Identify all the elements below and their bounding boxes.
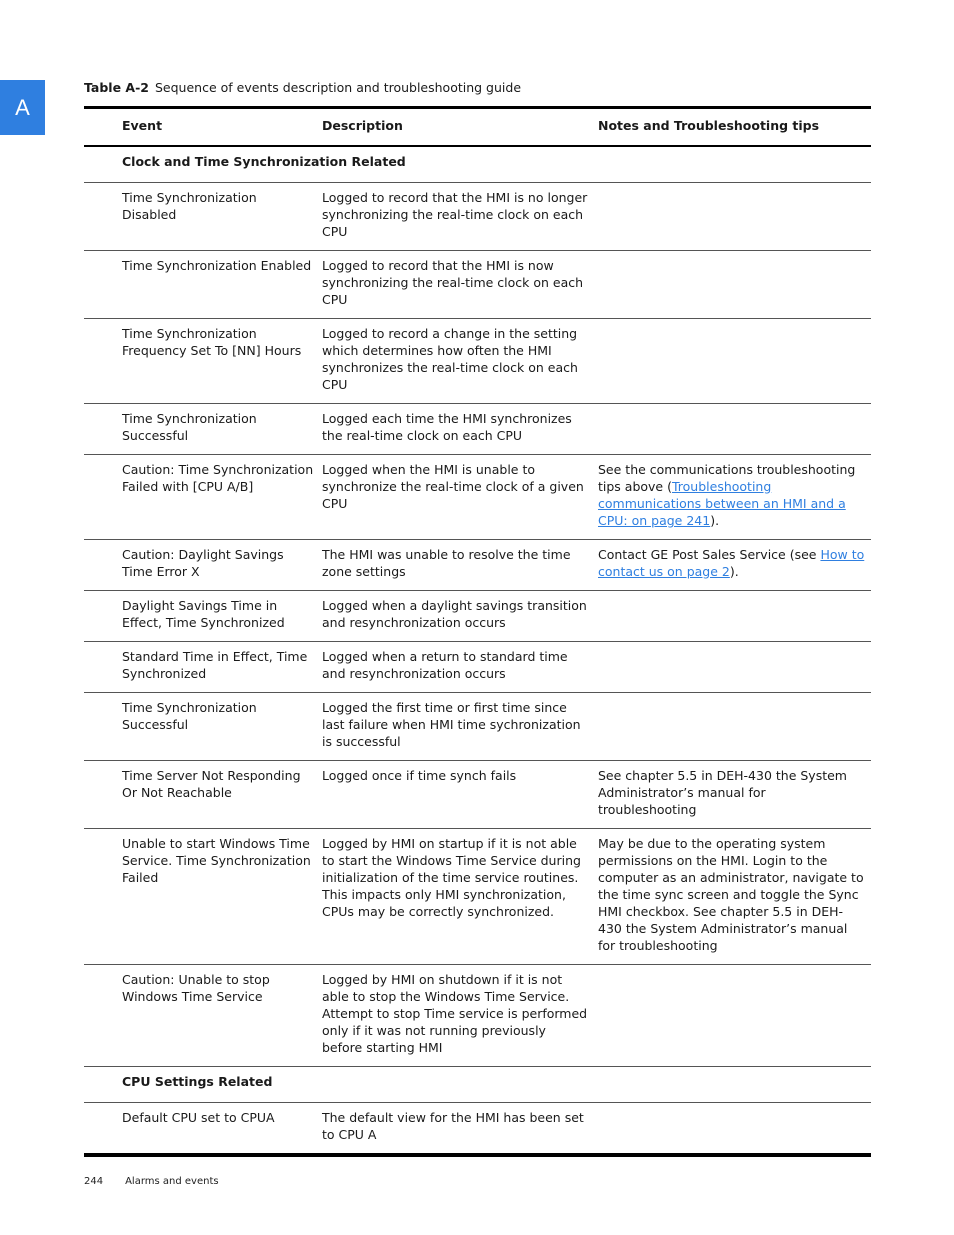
section-header-row [84,146,871,183]
notes-cell [598,251,871,319]
page-footer [84,1175,219,1188]
notes-cell [598,965,871,1067]
table-row [84,829,871,965]
event-cell: Caution: Unable to stop Windows Time Service [122,965,322,1067]
description-cell: Logged when a return to standard time and resynchronization occurs [322,642,598,693]
description-cell: Logged once if time synch fails [322,761,598,829]
section-header-row [84,1067,871,1103]
description-cell: Logged the first time or first time since last failure when HMI time sychronization is successful [322,693,598,761]
notes-cell [598,761,871,829]
troubleshooting-table [84,106,871,1157]
notes-cell [598,540,871,591]
event-cell: Time Synchronization Successful [122,693,322,761]
table-caption [84,80,521,96]
description-cell: Logged when a daylight savings transition and resynchronization occurs [322,591,598,642]
notes-text-end: ). [710,513,720,528]
table-row [84,1103,871,1156]
cross-reference-link[interactable]: Troubleshooting communications between an HMI and a CPU: on page 241 [598,479,846,528]
description-cell: Logged each time the HMI synchronizes the real-time clock on each CPU [322,404,598,455]
event-cell: Daylight Savings Time in Effect, Time Synchronized [122,591,322,642]
notes-cell [598,455,871,540]
event-cell: Time Synchronization Successful [122,404,322,455]
event-cell: Caution: Daylight Savings Time Error X [122,540,322,591]
notes-text-end: ). [729,564,739,579]
description-cell: Logged when the HMI is unable to synchronize the real-time clock of a given CPU [322,455,598,540]
header-event: Event [122,108,322,147]
table-row [84,455,871,540]
description-cell: Logged to record that the HMI is no longer synchronizing the real-time clock on each CPU [322,183,598,251]
notes-text: Contact GE Post Sales Service (see [598,547,821,562]
event-cell: Time Server Not Responding Or Not Reachable [122,761,322,829]
table-row [84,183,871,251]
notes-text: May be due to the operating system permissions on the HMI. Login to the computer as an administrator, navigate to the time sync screen and toggle the Sync HMI checkbox. See chapter 5.5 in DEH-430 the System Administrator’s manual for troubleshooting [598,836,864,953]
table-header-row [84,108,871,147]
notes-text: See the communications troubleshooting tips above ( [598,462,856,494]
event-cell: Time Synchronization Frequency Set To [NN] Hours [122,319,322,404]
notes-cell [598,693,871,761]
table-row [84,761,871,829]
notes-cell [598,319,871,404]
notes-cell [598,591,871,642]
appendix-tab [0,80,45,135]
event-cell: Caution: Time Synchronization Failed with [CPU A/B] [122,455,322,540]
description-cell: The HMI was unable to resolve the time zone settings [322,540,598,591]
event-cell: Time Synchronization Enabled [122,251,322,319]
description-cell: Logged by HMI on shutdown if it is not able to stop the Windows Time Service. Attempt to stop Time service is performed only if it was not running previously before starting HMI [322,965,598,1067]
table-row [84,693,871,761]
notes-cell [598,829,871,965]
header-notes: Notes and Troubleshooting tips [598,108,871,147]
notes-cell [598,642,871,693]
table-row [84,965,871,1067]
table-caption-text: Sequence of events description and troubleshooting guide [154,80,522,95]
table-row [84,642,871,693]
table-body [84,146,871,1155]
footer-section-title: Alarms and events [125,1176,219,1187]
description-cell: The default view for the HMI has been set to CPU A [322,1103,598,1156]
event-cell: Unable to start Windows Time Service. Time Synchronization Failed [122,829,322,965]
header-description: Description [322,108,598,147]
table-row [84,319,871,404]
notes-cell [598,1103,871,1156]
table-row [84,404,871,455]
description-cell: Logged to record a change in the setting which determines how often the HMI synchronizes the real-time clock on each CPU [322,319,598,404]
description-cell: Logged by HMI on startup if it is not able to start the Windows Time Service during initialization of the time service routines. This impacts only HMI synchronization, CPUs may be correctly synchronized. [322,829,598,965]
table-row [84,251,871,319]
table-row [84,591,871,642]
table-row [84,540,871,591]
table-caption-label: Table A-2 [84,80,149,95]
page-number: 244 [84,1176,104,1187]
section-title: CPU Settings Related [122,1067,871,1103]
description-cell: Logged to record that the HMI is now synchronizing the real-time clock on each CPU [322,251,598,319]
notes-cell [598,404,871,455]
event-cell: Time Synchronization Disabled [122,183,322,251]
appendix-letter: A [15,94,30,120]
event-cell: Default CPU set to CPUA [122,1103,322,1156]
notes-text: See chapter 5.5 in DEH-430 the System Administrator’s manual for troubleshooting [598,768,847,817]
event-cell: Standard Time in Effect, Time Synchronized [122,642,322,693]
section-title: Clock and Time Synchronization Related [122,154,406,169]
cross-reference-link[interactable]: How to contact us on page 2 [598,547,865,579]
notes-cell [598,183,871,251]
